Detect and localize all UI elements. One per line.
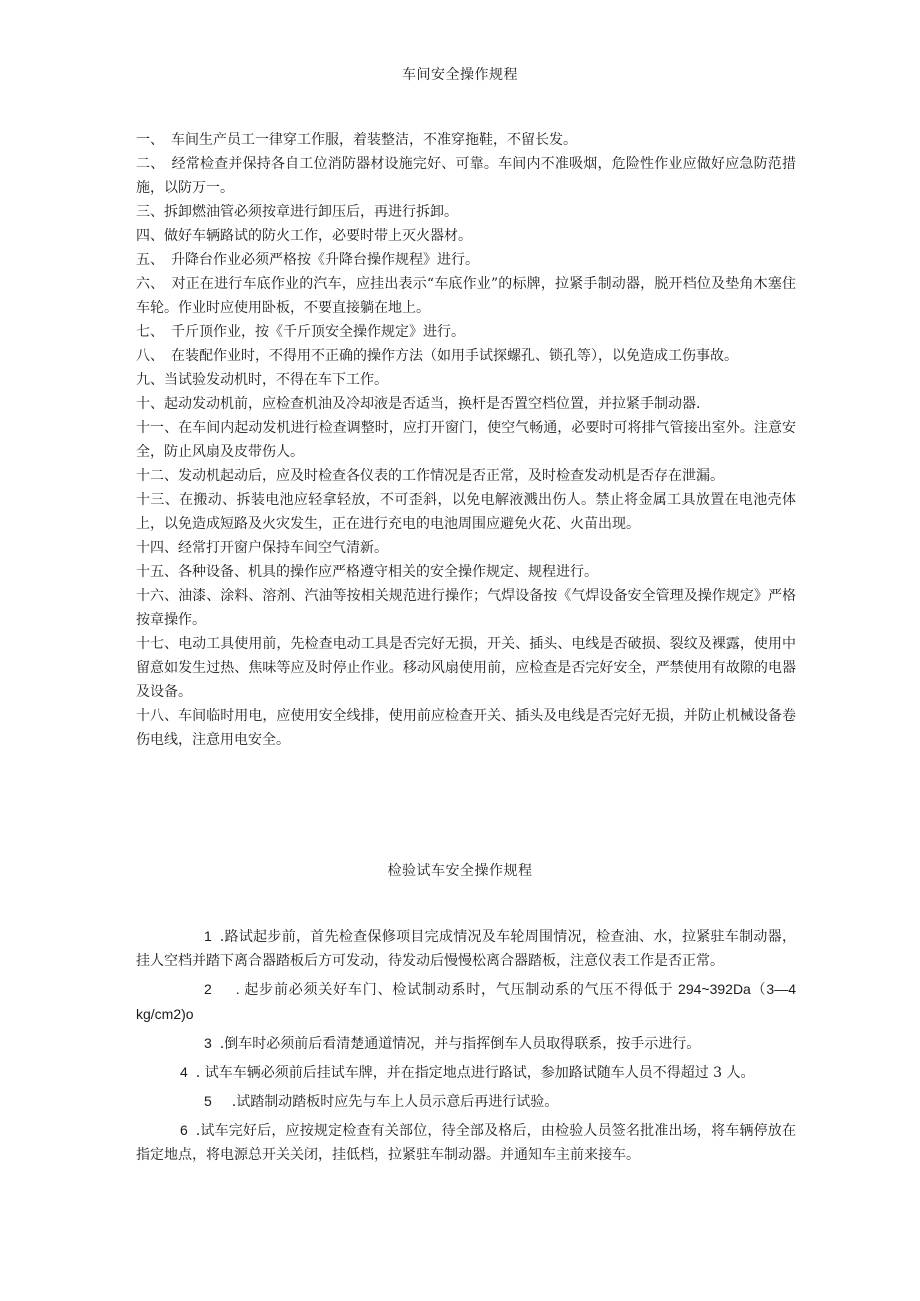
test-rule-number: 4 <box>180 1064 188 1080</box>
rule-paragraph: 十二、发动机起动后，应及时检查各仪表的工作情况是否正常，及时检查发动机是否存在泄漏。 <box>136 468 724 484</box>
test-rule-number: 1 <box>204 928 212 944</box>
test-rule-number: 3 <box>204 1035 212 1051</box>
rule-paragraph: 十、起动发动机前，应检查机油及冷却液是否适当，换杆是否置空档位置，并拉紧手制动器. <box>136 396 701 412</box>
test-rule-text: .试车完好后，应按规定检查有关部位，待全部及格后，由检验人员签名批准出场，将车辆停放在指定地点，将电源总开关关闭，挂低档，拉紧驻车制动器。并通知车主前来接车。 <box>136 1123 796 1163</box>
rule-paragraph: 十四、经常打开窗户保持车间空气清新。 <box>136 540 388 556</box>
workshop-safety-rules <box>136 128 796 752</box>
test-rule-text: . 试车车辆必须前后挂试车牌，并在指定地点进行路试，参加路试随车人员不得超过 3 人。 <box>195 1065 755 1081</box>
test-rule-item <box>136 1031 796 1056</box>
test-rule-item <box>136 1118 796 1167</box>
rule-paragraph: 十五、各种设备、机具的操作应严格遵守相关的安全操作规定、规程进行。 <box>136 564 598 580</box>
rule-paragraph: 十三、在搬动、拆装电池应轻拿轻放，不可歪斜，以免电解液溅出伤人。禁止将金属工具放置在电池壳体上，以免造成短路及火灾发生，正在进行充电的电池周围应避免火花、火苗出现。 <box>136 492 796 532</box>
rule-paragraph: 一、 车间生产员工一律穿工作服，着装整洁，不准穿拖鞋，不留长发。 <box>136 132 577 148</box>
rule-paragraph: 九、当试验发动机时，不得在车下工作。 <box>136 372 388 388</box>
test-rule-text: .试踏制动踏板时应先与车上人员示意后再进行试验。 <box>231 1094 559 1110</box>
test-rule-text: . 起步前必须关好车门、检试制动系时，气压制动系的气压不得低于 294~392Da（3—4 kg/cm2)o <box>136 981 796 1022</box>
rule-paragraph: 十八、车间临时用电，应使用安全线排，使用前应检查开关、插头及电线是否完好无损，并防止机械设备卷伤电线，注意用电安全。 <box>136 708 796 748</box>
test-rule-item <box>136 924 796 973</box>
test-rule-text: .路试起步前，首先检查保修项目完成情况及车轮周围情况，检查油、水，拉紧驻车制动器，挂人空档并踏下离合器踏板后方可发动，待发动后慢慢松离合器踏板，注意仪表工作是否正常。 <box>136 929 796 969</box>
test-rule-number: 2 <box>204 981 212 997</box>
rule-paragraph: 十六、油漆、涂料、溶剂、汽油等按相关规范进行操作；气焊设备按《气焊设备安全管理及操作规定》严格按章操作。 <box>136 588 796 628</box>
rule-paragraph: 二、 经常检查并保持各自工位消防器材设施完好、可靠。车间内不准吸烟，危险性作业应做好应急防范措施，以防万一。 <box>136 156 796 196</box>
rule-paragraph: 十一、在车间内起动发机进行检查调整时，应打开窗门，使空气畅通，必要时可将排气管接出室外。注意安全，防止风扇及皮带伤人。 <box>136 420 796 460</box>
rule-paragraph: 四、做好车辆路试的防火工作，必要时带上灭火器材。 <box>136 228 472 244</box>
rule-paragraph: 六、 对正在进行车底作业的汽车，应挂出表示“车底作业”的标牌，拉紧手制动器，脱开档位及垫角木塞住车轮。作业时应使用卧板，不要直接躺在地上。 <box>136 276 796 316</box>
test-rule-item <box>136 977 796 1027</box>
test-drive-safety-rules <box>136 924 796 1171</box>
rule-paragraph: 八、 在装配作业时，不得用不正确的操作方法（如用手试探螺孔、锁孔等），以免造成工伤事故。 <box>136 348 738 364</box>
test-rule-text: .倒车时必须前后看清楚通道情况，并与指挥倒车人员取得联系，按手示进行。 <box>219 1036 701 1052</box>
rule-paragraph: 五、 升降台作业必须严格按《升降台操作规程》进行。 <box>136 252 479 268</box>
test-rule-number: 6 <box>180 1122 188 1138</box>
rule-paragraph: 七、 千斤顶作业，按《千斤顶安全操作规定》进行。 <box>136 324 465 340</box>
rule-paragraph: 三、拆卸燃油管必须按章进行卸压后，再进行拆卸。 <box>136 204 458 220</box>
rule-paragraph: 十七、电动工具使用前，先检查电动工具是否完好无损，开关、插头、电线是否破损、裂纹及裸露，使用中留意如发生过热、焦味等应及时停止作业。移动风扇使用前，应检查是否完好安全，严禁使用有故隙的电器及设备。 <box>136 636 796 700</box>
document-title-workshop-safety: 车间安全操作规程 <box>402 67 518 83</box>
document-title-test-drive-safety: 检验试车安全操作规程 <box>387 863 533 879</box>
test-rule-item <box>136 1060 796 1085</box>
test-rule-item <box>136 1089 796 1114</box>
test-rule-number: 5 <box>204 1093 212 1109</box>
